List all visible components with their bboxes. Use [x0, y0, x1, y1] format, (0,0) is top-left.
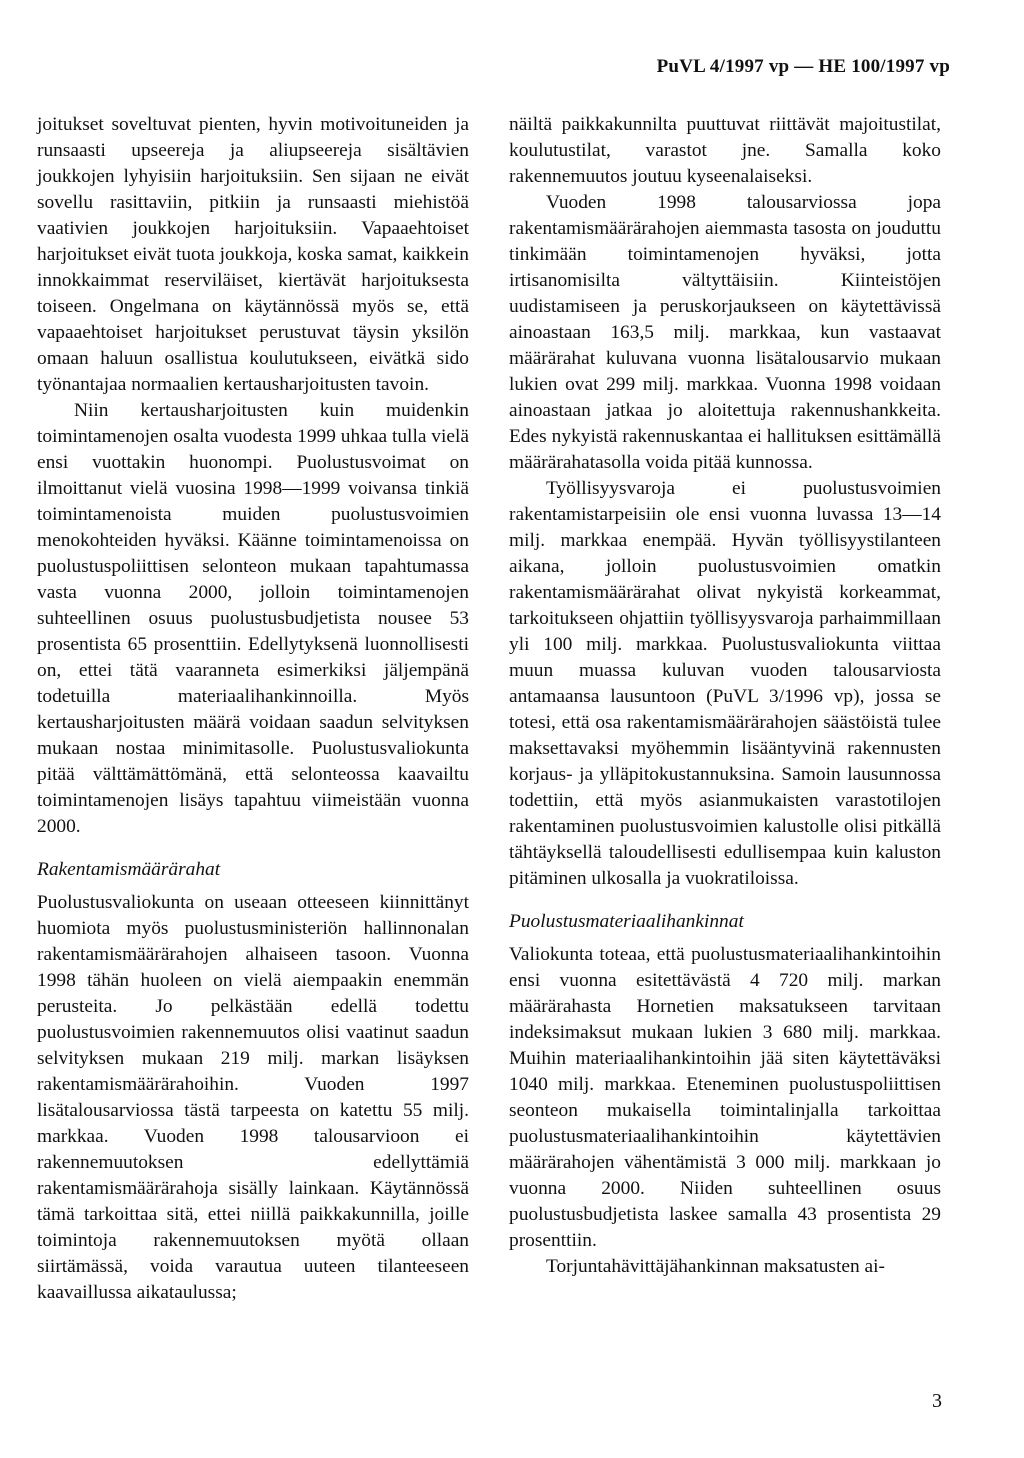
- section-heading-puolustusmateriaalihankinnat: Puolustusmateriaalihankinnat: [509, 911, 744, 932]
- right-paragraph-5: Torjuntahävittäjähankinnan maksatusten ai-: [546, 1256, 885, 1277]
- right-column: [509, 112, 941, 1280]
- right-paragraph-1: näiltä paikkakunnilta puuttuvat riittävät majoitustilat, koulutustilat, varastot jne. Samalla koko rakennemuutos joutuu kyseenalaiseksi.: [509, 114, 941, 187]
- right-paragraph-2: Vuoden 1998 talousarviossa jopa rakentamismäärärahojen aiemmasta tasosta on jouduttu tinkimään toimintamenojen hyväksi, jotta irtisanomisilta vältyttäisiin. Kiinteistöjen uudistamiseen ja peruskorjaukseen on käytettävissä ainoastaan 163,5 milj. markkaa, kun vastaavat määrärahat kuluvana vuonna lisätalousarvio mukaan lukien ovat 299 milj. markkaa. Vuonna 1998 voidaan ainoastaan jatkaa jo aloitettuja rakennushankkeita. Edes nykyistä rakennuskantaa ei hallituksen esittämällä määrärahatasolla voida pitää kunnossa.: [509, 192, 941, 473]
- left-paragraph-3: Puolustusvaliokunta on useaan otteeseen kiinnittänyt huomiota myös puolustusministeriön hallinnonalan rakentamismäärärahojen alhaiseen tasoon. Vuonna 1998 tähän huoleen on vielä aiempaakin enemmän perusteita. Jo pelkästään edellä todettu puolustusvoimien rakennemuutos olisi vaatinut saadun selvityksen mukaan 219 milj. markan lisäyksen rakentamismäärärahoihin. Vuoden 1997 lisätalousarviossa tästä tarpeesta on katettu 55 milj. markkaa. Vuoden 1998 talousarvioon ei rakennemuutoksen edellyttämiä rakentamismäärärahoja sisälly lainkaan. Käytännössä tämä tarkoittaa sitä, ettei niillä paikkakunnilla, joille toimintoja rakennemuutoksen myötä ollaan siirtämässä, voida varautua uuteen tilanteeseen kaavaillussa aikataulussa;: [37, 892, 469, 1303]
- running-header: PuVL 4/1997 vp — HE 100/1997 vp: [656, 56, 950, 77]
- section-heading-rakentamismaararahat: Rakentamismäärärahat: [37, 859, 221, 880]
- right-paragraph-3: Työllisyysvaroja ei puolustusvoimien rakentamistarpeisiin ole ensi vuonna luvassa 13—14 milj. markkaa enempää. Hyvän työllisyystilanteen aikana, jolloin puolustusvoimien omatkin rakentamismäärärahat olivat nykyistä korkeammat, tarkoitukseen ohjattiin työllisyysvaroja parhaimmillaan yli 100 milj. markkaa. Puolustusvaliokunta viittaa muun muassa kuluvan vuoden talousarviosta antamaansa lausuntoon (PuVL 3/1996 vp), jossa se totesi, että osa rakentamismäärärahojen säästöistä tulee maksettavaksi myöhemmin lisääntyvinä rakennusten korjaus- ja ylläpitokustannuksina. Samoin lausunnossa todettiin, että myös asianmukaisten varastotilojen rakentaminen puolustusvoimien kalustolle olisi pitkällä tähtäyksellä taloudellisesti edullisempaa kuin kaluston pitäminen ulkosalla ja vuokratiloissa.: [509, 478, 941, 889]
- right-paragraph-4: Valiokunta toteaa, että puolustusmateriaalihankintoihin ensi vuonna esitettävästä 4 720 milj. markan määrärahasta Hornetien maksatukseen tarvitaan indeksimaksut mukaan lukien 3 680 milj. markkaa. Muihin materiaalihankintoihin jää siten käytettäväksi 1040 milj. markkaa. Eteneminen puolustuspoliittisen seonteon mukaisella toimintalinjalla tarkoittaa puolustusmateriaalihankintoihin käytettävien määrärahojen vähentämistä 3 000 milj. markkaan jo vuonna 2000. Niiden suhteellinen osuus puolustusbudjetista laskee samalla 43 prosentista 29 prosenttiin.: [509, 944, 941, 1251]
- left-column: [37, 112, 469, 1306]
- left-paragraph-2: Niin kertausharjoitusten kuin muidenkin toimintamenojen osalta vuodesta 1999 uhkaa tulla vielä ensi vuottakin huonompi. Puolustusvoimat on ilmoittanut vielä vuosina 1998—1999 voivansa tinkiä toimintamenoista muiden puolustusvoimien menokohteiden hyväksi. Käänne toimintamenoissa on puolustuspoliittisen selonteon mukaan tapahtumassa vasta vuonna 2000, jolloin toimintamenojen suhteellinen osuus puolustusbudjetista nousee 53 prosentista 65 prosenttiin. Edellytyksenä luonnollisesti on, ettei tätä vaaranneta esimerkiksi jäljempänä todetuilla materiaalihankinnoilla. Myös kertausharjoitusten määrä voidaan saadun selvityksen mukaan nostaa minimitasolle. Puolustusvaliokunta pitää välttämättömänä, että selonteossa kaavailtu toimintamenojen lisäys tapahtuu viimeistään vuonna 2000.: [37, 400, 469, 837]
- page-number: 3: [932, 1390, 942, 1412]
- left-paragraph-1: joitukset soveltuvat pienten, hyvin motivoituneiden ja runsaasti upseereja ja aliupseereja sisältävien joukkojen lyhyisiin harjoituksiin. Sen sijaan ne eivät sovellu rasittaviin, pitkiin ja runsaasti miehistöä vaativien joukkojen harjoituksiin. Vapaaehtoiset harjoitukset eivät tuota joukkoja, koska samat, kaikkein innokkaimmat reserviläiset, kiertävät harjoituksesta toiseen. Ongelmana on käytännössä myös se, että vapaaehtoiset harjoitukset perustuvat täysin yksilön omaan haluun osallistua koulutukseen, eivätkä sido työnantajaa normaalien kertausharjoitusten tavoin.: [37, 114, 469, 395]
